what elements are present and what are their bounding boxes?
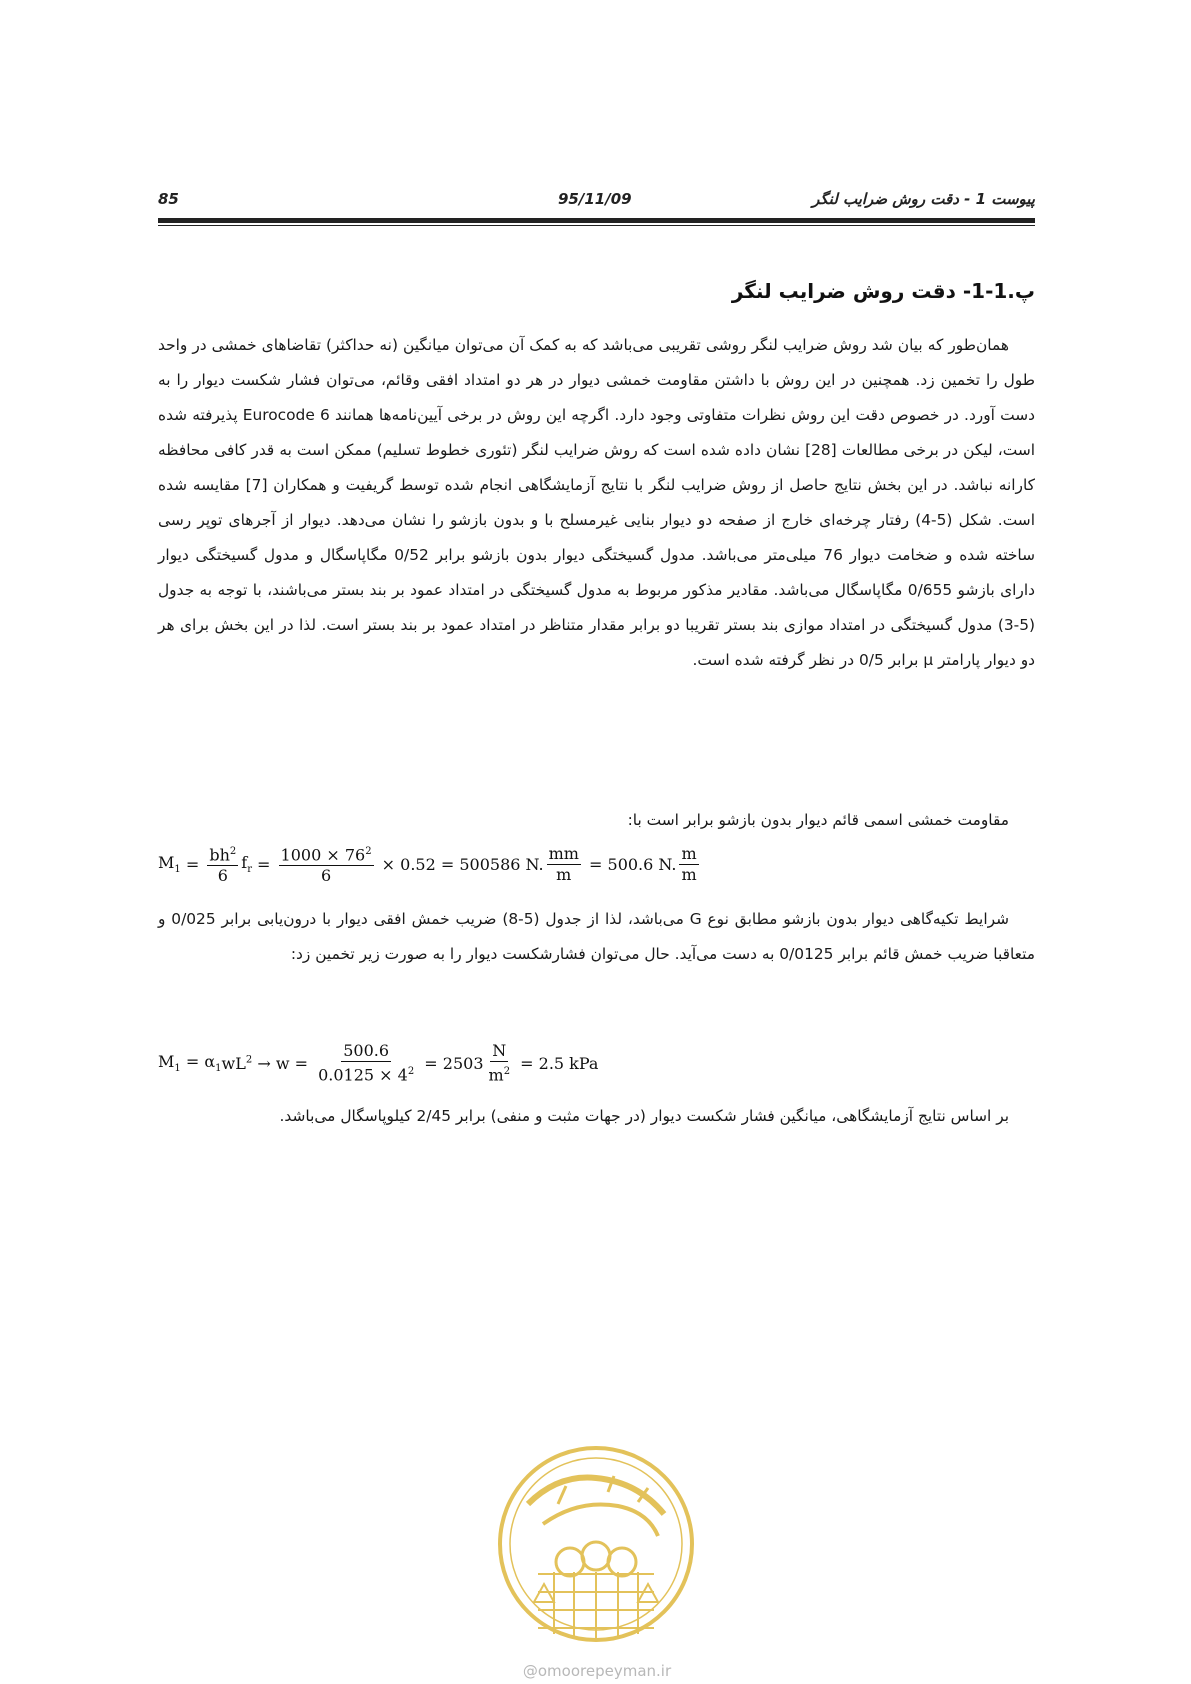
eq2-wl2: $wL^2$ [221,1053,253,1073]
eq1-fraction-values: $\frac{1000 \times 76^2}{6}$ [279,842,374,886]
seal-logo-icon [488,1444,704,1654]
eq1-fraction-mm-m: $\frac{mm}{m}$ [548,843,579,884]
paragraph-intro: همان‌طور که بیان شد روش ضرایب لنگر روشی تقریبی می‌باشد که به کمک آن می‌توان میانگین (نه حداکثر) تقاضاهای خمشی در واحد طول را تخمین زد. همچنین در این روش با داشتن مقاومت خمشی دیوار در هر دو امتداد افقی وقائم، می‌توان فشار شکست دیوار را به دست آورد. در خصوص دقت این روش نظرات متفاوتی وجود دارد. اگرچه این روش در برخی آیین‌نامه‌ها همانند Eurocode 6 پذیرفته شده است، لیکن در برخی مطالعات [28] نشان داده شده است که روش ضرایب لنگر (تئوری خطوط تسلیم) ممکن است به قدر کافی محافظه کارانه نباشد. در این بخش نتایج حاصل از روش ضرایب لنگر با نتایج آزمایشگاهی انجام شده توسط گریفیت و همکاران [7] مقایسه شده است. شکل (5-4) رفتار چرخه‌ای خارج از صفحه دو دیوار بنایی غیرمسلح با و بدون بازشو را نشان می‌دهد. دیوار از آجرهای توپر رسی ساخته شده و ضخامت دیوار 76 میلی‌متر می‌باشد. مدول گسیختگی دیوار بدون بازشو برابر 0/52 مگاپاسگال و مدول گسیختگی دیوار دارای بازشو 0/655 مگاپاسگال می‌باشد. مقادیر مذکور مربوط به مدول گسیختگی در امتداد عمود بر بند بستر می‌باشند، با توجه به جدول (5-3) مدول گسیختگی در امتداد موازی بند بستر تقریبا دو برابر مقدار متناظر در امتداد عمود بر بند بستر است. لذا در این بخش برای هر دو دیوار پارامتر μ برابر 0/5 در نظر گرفته شده است. [158,336,1035,669]
paragraph-support-conditions: شرایط تکیه‌گاهی دیوار بدون بازشو مطابق نوع G می‌باشد، لذا از جدول (5-8) ضریب خمش افقی دیوار با درون‌یابی برابر 0/025 و متعاقبا ضریب خمش قائم برابر 0/0125 به دست می‌آید. حال می‌توان فشارشکست دیوار را به صورت زیر تخمین زد: [158,910,1035,963]
watermark-url: @omoorepeyman.ir [522,1662,672,1680]
eq2-result: = 2503 [419,1053,484,1073]
eq1-equals-2: = [251,854,276,874]
section-heading: پ.1-1- دقت روش ضرایب لنگر [731,279,1035,303]
eq2-result-kpa: = 2.5 kPa [515,1053,599,1073]
paragraph-moment-lead: مقاومت خمشی اسمی قائم دیوار بدون بازشو برابر است با: [627,811,1009,829]
eq2-arrow: → w = [252,1053,314,1073]
eq1-result: × 0.52 = 500586 N. [376,854,544,874]
equation-moment [158,842,702,886]
page-header [158,190,1035,212]
eq2-lhs: $M_1$ [158,1052,181,1075]
eq1-lhs: $M_1$ [158,853,181,876]
page-number: 85 [158,190,179,208]
eq1-equals: = [180,854,205,874]
header-rule [158,218,1035,223]
eq2-fraction-unit: $\frac{N}{m^2}$ [488,1041,511,1085]
eq1-result-2: = 500.6 N. [583,854,677,874]
header-date: 95/11/09 [558,190,632,208]
eq1-fraction-m-m: $\frac{m}{m}$ [681,843,697,884]
eq2-fraction-pressure: $\frac{500.6}{0.0125 \times 4^2}$ [318,1041,415,1085]
header-rule-thin [158,225,1035,226]
eq2-alpha: = $\alpha_1$ [180,1052,222,1075]
equation-pressure [158,1041,598,1085]
header-title: پیوست 1 - دقت روش ضرایب لنگر [812,190,1035,208]
eq1-fraction-bh2: $\frac{bh^2}{6}$ [207,842,238,886]
paragraph-conclusion: بر اساس نتایج آزمایشگاهی، میانگین فشار شکست دیوار (در جهات مثبت و منفی) برابر 2/45 کیلوپاسگال می‌باشد. [279,1107,1009,1125]
eq1-fr: $f_r$ [241,853,252,876]
